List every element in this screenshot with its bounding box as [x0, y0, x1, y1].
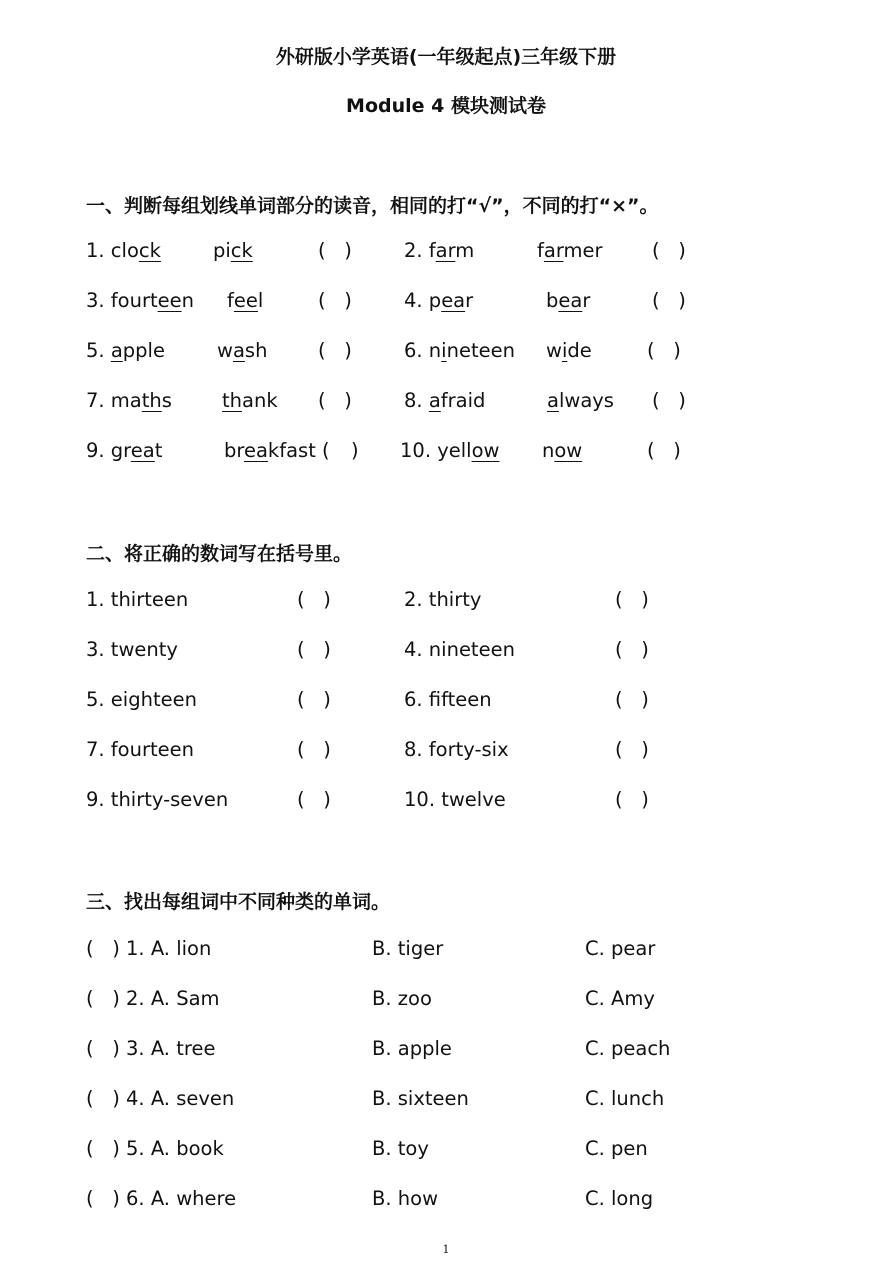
- answer-blank[interactable]: ( ): [652, 239, 686, 262]
- choice-row: [0, 937, 892, 965]
- answer-blank[interactable]: ( ): [652, 389, 686, 412]
- answer-blank[interactable]: ( ): [615, 738, 649, 761]
- answer-blank[interactable]: ( ): [297, 688, 331, 711]
- choice-option-c: C. Amy: [585, 987, 655, 1010]
- number-word: 2. thirty: [404, 588, 482, 611]
- answer-blank[interactable]: ( ): [318, 339, 352, 362]
- section3-heading: 三、找出每组词中不同种类的单词。: [86, 891, 391, 913]
- number-word: 3. twenty: [86, 638, 178, 661]
- choice-option-b: B. sixteen: [372, 1087, 469, 1110]
- choice-option-b: B. toy: [372, 1137, 429, 1160]
- number-row: [0, 738, 892, 766]
- phonics-word-b: feel: [227, 289, 264, 312]
- phonics-word-b: now: [542, 439, 583, 462]
- answer-blank[interactable]: ( ): [297, 788, 331, 811]
- phonics-row: [0, 339, 892, 367]
- answer-blank[interactable]: ( ): [318, 289, 352, 312]
- phonics-word-a: 9. great: [86, 439, 163, 462]
- choice-row: [0, 1037, 892, 1065]
- answer-blank[interactable]: ( ): [615, 588, 649, 611]
- page-title: 外研版小学英语(一年级起点)三年级下册: [275, 46, 617, 68]
- choice-question[interactable]: ( ) 4. A. seven: [86, 1087, 235, 1110]
- choice-option-b: B. how: [372, 1187, 439, 1210]
- answer-blank[interactable]: ( ): [615, 788, 649, 811]
- choice-question[interactable]: ( ) 5. A. book: [86, 1137, 224, 1160]
- phonics-word-a: 4. pear: [404, 289, 474, 312]
- phonics-word-a: 2. farm: [404, 239, 475, 262]
- phonics-word-b: wide: [546, 339, 592, 362]
- number-word: 6. fifteen: [404, 688, 492, 711]
- phonics-word-a: 8. afraid: [404, 389, 486, 412]
- answer-blank[interactable]: ): [351, 439, 359, 462]
- choice-row: [0, 1137, 892, 1165]
- choice-row: [0, 1087, 892, 1115]
- choice-option-c: C. pear: [585, 937, 656, 960]
- answer-blank[interactable]: ( ): [647, 439, 681, 462]
- number-word: 9. thirty-seven: [86, 788, 229, 811]
- section1-heading: 一、判断每组划线单词部分的读音，相同的打“√”，不同的打“×”。: [86, 195, 659, 217]
- phonics-word-a: 5. apple: [86, 339, 165, 362]
- choice-option-b: B. apple: [372, 1037, 452, 1060]
- phonics-row: [0, 239, 892, 267]
- phonics-word-a: 6. nineteen: [404, 339, 515, 362]
- phonics-row: [0, 289, 892, 317]
- choice-option-c: C. long: [585, 1187, 654, 1210]
- number-row: [0, 788, 892, 816]
- number-row: [0, 638, 892, 666]
- phonics-word-a: 1. clock: [86, 239, 161, 262]
- number-row: [0, 588, 892, 616]
- phonics-word-b: bear: [546, 289, 591, 312]
- number-word: 8. forty-six: [404, 738, 509, 761]
- phonics-word-a: 7. maths: [86, 389, 172, 412]
- choice-option-b: B. tiger: [372, 937, 444, 960]
- answer-blank[interactable]: ( ): [615, 638, 649, 661]
- phonics-word-b: pick: [213, 239, 253, 262]
- choice-question[interactable]: ( ) 3. A. tree: [86, 1037, 216, 1060]
- answer-blank[interactable]: ( ): [647, 339, 681, 362]
- answer-blank[interactable]: ( ): [297, 638, 331, 661]
- choice-option-b: B. zoo: [372, 987, 432, 1010]
- answer-blank[interactable]: ( ): [318, 389, 352, 412]
- choice-option-c: C. peach: [585, 1037, 671, 1060]
- phonics-row: [0, 439, 892, 467]
- choice-question[interactable]: ( ) 2. A. Sam: [86, 987, 220, 1010]
- number-word: 5. eighteen: [86, 688, 197, 711]
- number-word: 1. thirteen: [86, 588, 189, 611]
- number-word: 7. fourteen: [86, 738, 194, 761]
- section2-heading: 二、将正确的数词写在括号里。: [86, 543, 353, 565]
- number-row: [0, 688, 892, 716]
- number-word: 10. twelve: [404, 788, 506, 811]
- phonics-word-a: 3. fourteen: [86, 289, 194, 312]
- choice-row: [0, 987, 892, 1015]
- page-subtitle: Module 4 模块测试卷: [346, 95, 546, 117]
- choice-option-c: C. pen: [585, 1137, 648, 1160]
- phonics-word-b: breakfast (: [224, 439, 330, 462]
- answer-blank[interactable]: ( ): [297, 588, 331, 611]
- phonics-word-b: wash: [217, 339, 268, 362]
- phonics-word-b: farmer: [537, 239, 603, 262]
- answer-blank[interactable]: ( ): [318, 239, 352, 262]
- answer-blank[interactable]: ( ): [652, 289, 686, 312]
- phonics-row: [0, 389, 892, 417]
- phonics-word-a: 10. yellow: [400, 439, 500, 462]
- number-word: 4. nineteen: [404, 638, 515, 661]
- phonics-word-b: thank: [222, 389, 278, 412]
- phonics-word-b: always: [547, 389, 614, 412]
- page-number: 1: [442, 1243, 450, 1256]
- choice-option-c: C. lunch: [585, 1087, 665, 1110]
- answer-blank[interactable]: ( ): [615, 688, 649, 711]
- choice-question[interactable]: ( ) 6. A. where: [86, 1187, 237, 1210]
- choice-question[interactable]: ( ) 1. A. lion: [86, 937, 212, 960]
- choice-row: [0, 1187, 892, 1215]
- answer-blank[interactable]: ( ): [297, 738, 331, 761]
